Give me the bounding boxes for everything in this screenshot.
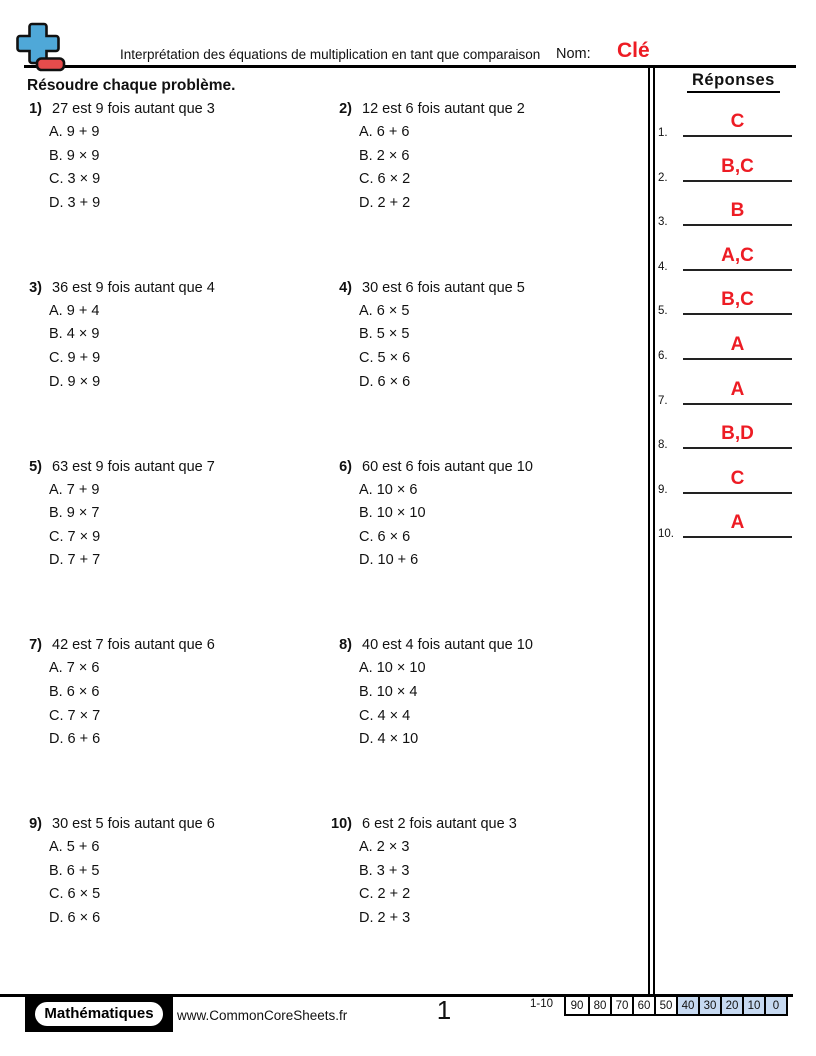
answer-item-8 [652,418,795,452]
problem-option-C: C. 6 × 2 [359,171,411,188]
score-cell-80: 80 [588,997,610,1014]
answer-item-4 [652,240,795,274]
answer-number: 8. [658,439,668,452]
commoncoresheets-logo [13,21,67,73]
answer-item-5 [652,284,795,318]
instruction-text: Résoudre chaque problème. [27,77,236,94]
answer-blank [683,157,792,182]
answer-item-1 [652,106,795,140]
answer-item-9 [652,463,795,497]
problem-question: 36 est 9 fois autant que 4 [52,279,215,296]
problem-option-A: A. 7 × 6 [49,660,100,677]
answer-blank [683,335,792,360]
problem-option-A: A. 5 + 6 [49,839,100,856]
website-url: www.CommonCoreSheets.fr [177,1008,348,1023]
problem-3 [18,280,324,394]
problem-question: 63 est 9 fois autant que 7 [52,458,215,475]
problem-number: 9) [29,816,42,833]
problem-number: 1) [29,101,42,117]
problem-option-B: B. 4 × 9 [49,326,100,343]
problem-option-A: A. 10 × 10 [359,660,426,677]
problem-option-C: C. 7 × 9 [49,528,101,545]
name-value: Clé [617,39,650,62]
problem-number: 10) [331,816,352,833]
answer-number: 10. [658,528,674,541]
problem-option-B: B. 6 + 5 [49,862,100,879]
problem-7 [18,637,324,751]
problem-2 [328,101,634,215]
answer-blank [683,246,792,271]
problem-number: 5) [29,458,42,475]
answer-number: 6. [658,350,668,362]
answer-blank [683,513,792,538]
problem-option-C: C. 9 + 9 [49,349,101,366]
answer-item-6 [652,329,795,363]
problem-option-B: B. 10 × 10 [359,505,426,522]
problem-option-D: D. 10 + 6 [359,552,419,569]
problem-option-D: D. 2 + 3 [359,909,411,926]
problem-number: 7) [29,637,42,654]
answer-blank [683,112,792,137]
problem-option-C: C. 7 × 7 [49,707,101,724]
problem-option-A: A. 6 + 6 [359,124,410,140]
problem-option-D: D. 7 + 7 [49,552,101,569]
problem-option-C: C. 6 × 5 [49,886,101,903]
problem-question: 30 est 6 fois autant que 5 [362,279,525,296]
problem-4 [328,280,634,394]
header-divider [24,65,796,68]
problem-option-B: B. 9 × 9 [49,147,100,164]
problem-option-A: A. 2 × 3 [359,839,410,856]
answer-value: A [730,512,745,534]
answer-blank [683,290,792,315]
problem-number: 3) [29,279,42,296]
answer-item-7 [652,374,795,408]
problem-number: 4) [339,279,352,296]
score-cell-0: 0 [764,997,786,1014]
problem-option-B: B. 6 × 6 [49,683,100,700]
problem-option-D: D. 4 × 10 [359,731,419,748]
problem-number: 8) [339,637,352,654]
answer-number: 9. [658,483,668,496]
problem-option-B: B. 10 × 4 [359,683,418,700]
problem-option-B: B. 5 × 5 [359,326,410,343]
problem-1 [18,101,324,215]
answers-title: Réponses [687,71,780,93]
problem-option-B: B. 9 × 7 [49,505,100,522]
answer-item-10 [652,507,795,541]
problem-6 [328,459,634,573]
problem-question: 42 est 7 fois autant que 6 [52,637,215,654]
answer-number: 4. [658,260,668,273]
answer-value: B,C [721,289,754,311]
problem-option-B: B. 2 × 6 [359,147,410,164]
answer-value: B,D [721,423,754,445]
problem-9 [18,816,324,930]
score-range-label: 1-10 [530,998,554,1010]
problem-5 [18,459,324,573]
answer-blank [683,201,792,226]
problem-8 [328,637,634,751]
problem-question: 12 est 6 fois autant que 2 [362,101,525,117]
problem-question: 30 est 5 fois autant que 6 [52,816,215,833]
plus-minus-icon [13,21,67,73]
answer-value: A [730,334,745,355]
problem-option-A: A. 9 + 4 [49,302,100,319]
score-table [564,995,788,1016]
answer-value: C [730,111,745,132]
score-cell-90: 90 [570,999,584,1012]
brand-label: Mathématiques [35,1002,162,1026]
answer-blank [683,469,792,494]
problem-option-D: D. 6 × 6 [359,373,411,390]
problem-option-A: A. 6 × 5 [359,302,410,319]
answer-number: 3. [658,216,668,229]
answer-value: B,C [721,155,754,177]
problem-option-A: A. 9 + 9 [49,124,100,140]
problem-option-C: C. 2 + 2 [359,886,411,903]
problem-option-A: A. 7 + 9 [49,481,100,498]
worksheet-title: Interprétation des équations de multiplication en tant que comparaison [120,47,541,62]
problem-option-B: B. 3 + 3 [359,862,410,879]
problem-option-D: D. 9 × 9 [49,373,101,390]
problem-number: 6) [339,458,352,475]
answer-value: B [730,200,745,222]
brand-box [25,996,173,1032]
answer-number: 2. [658,171,668,184]
score-cell-20: 20 [720,997,742,1014]
answer-value: C [730,467,745,489]
problem-option-A: A. 10 × 6 [359,481,418,498]
problem-option-C: C. 4 × 4 [359,707,411,724]
answer-blank [683,424,792,449]
answer-blank [683,380,792,405]
answer-value: A [730,378,745,400]
score-cell-60: 60 [632,997,654,1014]
name-label: Nom: [556,46,591,62]
problem-option-D: D. 2 + 2 [359,194,411,211]
problem-option-C: C. 5 × 6 [359,349,411,366]
problem-number: 2) [339,101,352,117]
answer-item-2 [652,151,795,185]
page-number: 1 [436,995,452,1025]
problem-option-C: C. 3 × 9 [49,171,101,188]
problem-question: 60 est 6 fois autant que 10 [362,458,533,475]
answer-number: 5. [658,305,668,318]
problem-10 [328,816,634,930]
score-cell-30: 30 [698,997,720,1014]
answer-value: A,C [721,244,754,266]
problem-option-D: D. 6 + 6 [49,731,101,748]
answer-number: 1. [658,127,668,139]
score-cell-10: 10 [742,997,764,1014]
score-cell-70: 70 [610,997,632,1014]
problem-question: 27 est 9 fois autant que 3 [52,101,215,117]
answer-number: 7. [658,394,668,407]
score-cell-40: 40 [676,997,698,1014]
problem-question: 6 est 2 fois autant que 3 [362,816,517,833]
answer-item-3 [652,195,795,229]
score-cell-50: 50 [654,997,676,1014]
problem-option-D: D. 6 × 6 [49,909,101,926]
problem-option-C: C. 6 × 6 [359,528,411,545]
problem-option-D: D. 3 + 9 [49,194,101,211]
problem-question: 40 est 4 fois autant que 10 [362,637,533,654]
